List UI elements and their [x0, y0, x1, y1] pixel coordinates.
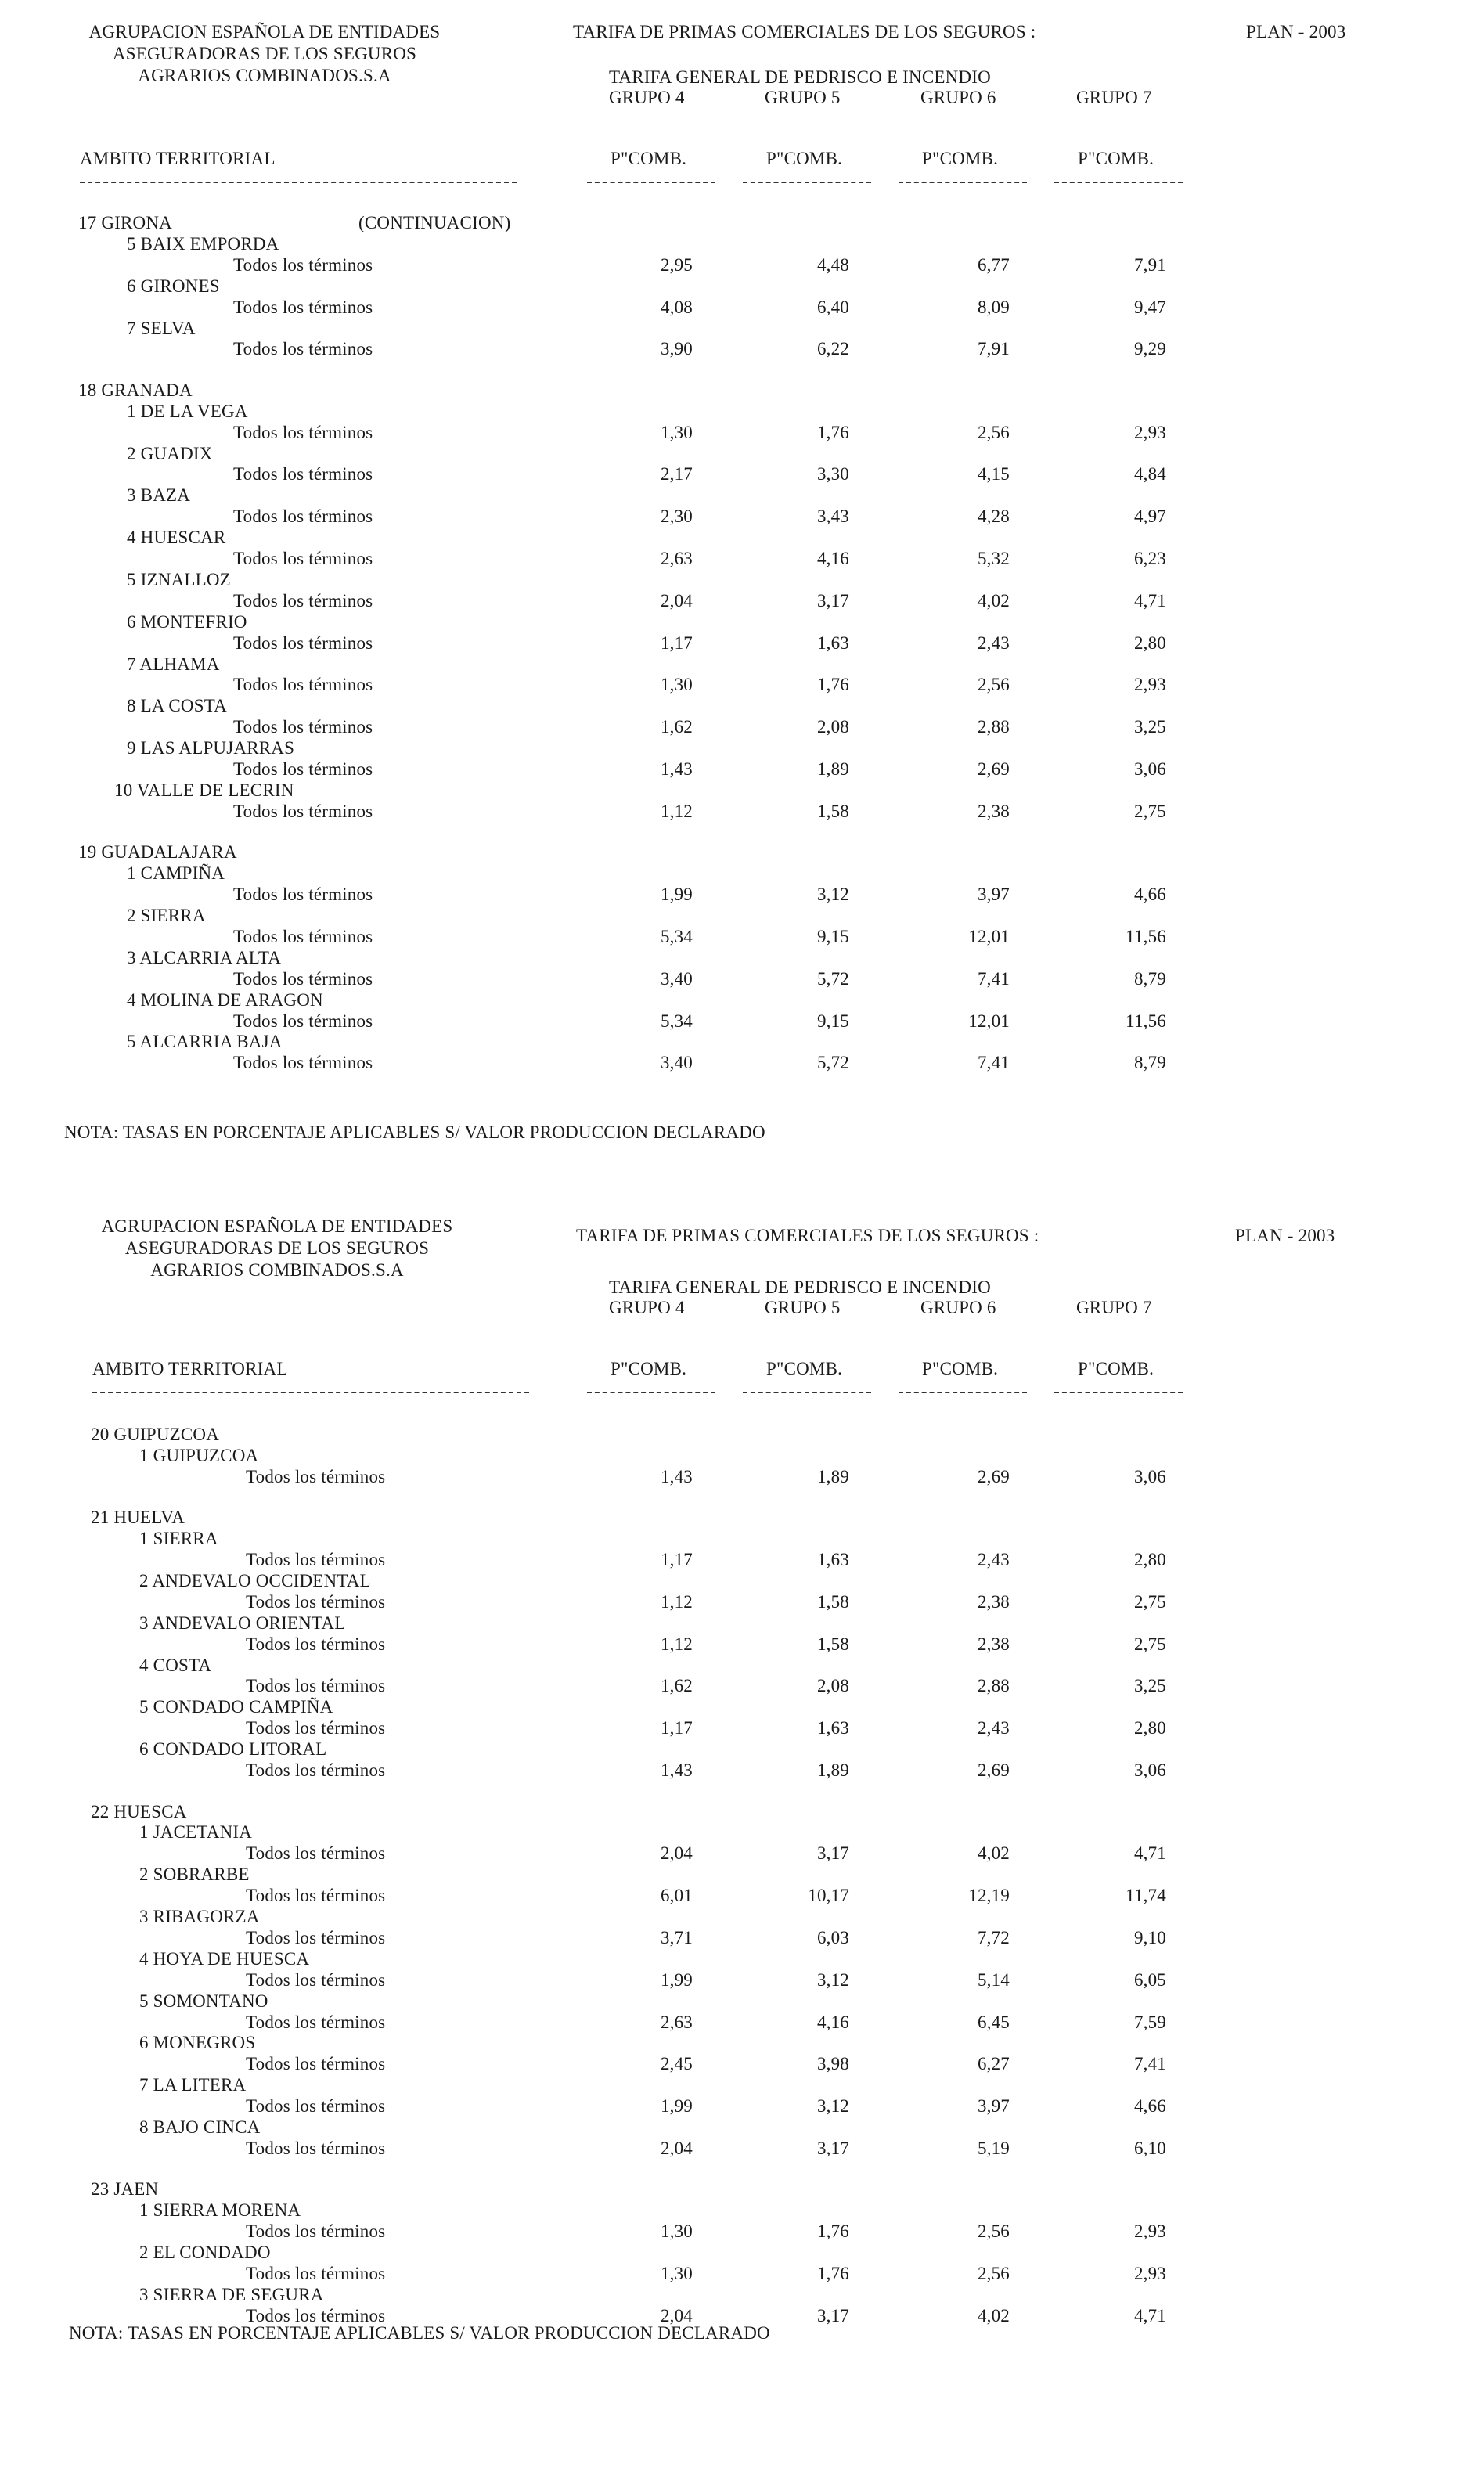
pcomb-header: P"COMB.	[766, 1359, 843, 1378]
terms-label: Todos los términos	[233, 339, 373, 359]
rate-value: 4,28	[977, 506, 1010, 527]
terms-label: Todos los términos	[233, 549, 373, 569]
rate-value: 3,98	[816, 2054, 849, 2074]
rate-value: 1,76	[816, 2221, 849, 2242]
terms-label: Todos los términos	[233, 1053, 373, 1073]
rate-value: 2,08	[816, 717, 849, 737]
comarca-heading: 10 VALLE DE LECRIN	[114, 780, 294, 800]
org-name-line: AGRARIOS COMBINADOS.S.A	[150, 1260, 404, 1280]
rate-value: 1,30	[660, 2221, 693, 2242]
rate-value: 6,03	[816, 1927, 849, 1947]
ambito-underline	[92, 1392, 529, 1393]
rate-value: 2,75	[1133, 1591, 1166, 1612]
rate-value: 6,22	[816, 339, 849, 359]
rate-value: 4,84	[1133, 464, 1166, 485]
rate-value: 3,12	[816, 885, 849, 905]
terms-label: Todos los términos	[246, 1718, 386, 1738]
comarca-heading: 2 ANDEVALO OCCIDENTAL	[139, 1570, 371, 1591]
comarca-heading: 5 IZNALLOZ	[127, 569, 231, 589]
rate-value: 1,58	[816, 801, 849, 821]
rate-value: 2,56	[977, 2221, 1010, 2242]
rate-value: 6,40	[816, 297, 849, 317]
comarca-heading: 1 CAMPIÑA	[127, 863, 225, 884]
terms-label: Todos los términos	[246, 1466, 386, 1486]
terms-label: Todos los términos	[246, 1591, 386, 1612]
comarca-heading: 3 ANDEVALO ORIENTAL	[139, 1612, 346, 1633]
rate-value: 2,80	[1133, 1550, 1166, 1570]
terms-label: Todos los términos	[246, 2138, 386, 2158]
comarca-heading: 3 RIBAGORZA	[139, 1907, 260, 1926]
comarca-heading: 3 SIERRA DE SEGURA	[139, 2284, 324, 2304]
rate-value: 6,23	[1133, 549, 1166, 569]
comarca-heading: 6 MONTEFRIO	[127, 611, 247, 632]
terms-label: Todos los términos	[246, 1760, 386, 1781]
comarca-heading: 7 ALHAMA	[127, 654, 220, 674]
rate-value: 1,63	[816, 632, 849, 653]
rate-value: 1,62	[660, 1676, 693, 1696]
rate-value: 2,69	[977, 1466, 1010, 1486]
rate-value: 2,45	[660, 2054, 693, 2074]
rate-value: 3,06	[1133, 759, 1166, 780]
comarca-heading: 2 SOBRARBE	[139, 1864, 250, 1885]
rate-value: 1,43	[660, 759, 693, 780]
terms-label: Todos los términos	[233, 801, 373, 821]
rate-value: 2,93	[1133, 675, 1166, 695]
rate-value: 1,58	[816, 1591, 849, 1612]
terms-label: Todos los términos	[246, 1886, 386, 1906]
terms-label: Todos los términos	[233, 422, 373, 442]
rate-value: 3,12	[816, 1969, 849, 1990]
terms-label: Todos los términos	[246, 2012, 386, 2032]
rate-value: 3,06	[1133, 1760, 1166, 1781]
rate-value: 2,80	[1133, 632, 1166, 653]
rate-value: 3,17	[816, 2305, 849, 2326]
comarca-heading: 3 ALCARRIA ALTA	[127, 947, 282, 967]
group-header: GRUPO 7	[1076, 1298, 1152, 1317]
rate-value: 4,48	[816, 254, 849, 275]
rate-value: 2,88	[977, 1676, 1010, 1696]
pcomb-underline	[587, 1392, 715, 1393]
terms-label: Todos los términos	[246, 1969, 386, 1990]
ambito-underline	[80, 182, 517, 183]
rate-value: 5,32	[977, 549, 1010, 569]
pcomb-underline	[1054, 182, 1183, 183]
comarca-heading: 8 BAJO CINCA	[139, 2117, 261, 2137]
rate-value: 1,30	[660, 2263, 693, 2283]
pcomb-underline	[743, 1392, 871, 1393]
rate-value: 8,79	[1133, 968, 1166, 989]
rate-value: 5,72	[816, 968, 849, 989]
group-header: GRUPO 7	[1076, 88, 1152, 107]
pcomb-underline	[1054, 1392, 1183, 1393]
rate-value: 4,66	[1133, 885, 1166, 905]
rate-value: 10,17	[808, 1886, 849, 1906]
comarca-heading: 3 BAZA	[127, 485, 191, 506]
terms-label: Todos los términos	[233, 968, 373, 989]
terms-label: Todos los términos	[246, 2221, 386, 2242]
comarca-heading: 7 LA LITERA	[139, 2075, 247, 2095]
rate-value: 9,10	[1133, 1927, 1166, 1947]
terms-label: Todos los términos	[246, 1676, 386, 1696]
rate-value: 1,99	[660, 885, 693, 905]
pcomb-header: P"COMB.	[922, 149, 999, 168]
rate-value: 4,71	[1133, 590, 1166, 611]
comarca-heading: 1 SIERRA MORENA	[139, 2200, 301, 2221]
comarca-heading: 4 MOLINA DE ARAGON	[127, 989, 323, 1010]
plan-label: PLAN - 2003	[1235, 1226, 1335, 1245]
terms-label: Todos los términos	[246, 1927, 386, 1947]
pcomb-underline	[743, 182, 871, 183]
rate-value: 4,02	[977, 1843, 1010, 1864]
comarca-heading: 4 COSTA	[139, 1655, 212, 1675]
rate-value: 4,15	[977, 464, 1010, 485]
rate-value: 8,79	[1133, 1053, 1166, 1073]
org-name-line: AGRARIOS COMBINADOS.S.A	[138, 66, 391, 85]
pcomb-header: P"COMB.	[1078, 1359, 1154, 1378]
plan-label: PLAN - 2003	[1246, 22, 1346, 41]
rate-value: 2,63	[660, 549, 693, 569]
group-header: GRUPO 4	[609, 1298, 685, 1317]
rate-value: 6,27	[977, 2054, 1010, 2074]
pcomb-underline	[899, 1392, 1027, 1393]
terms-label: Todos los términos	[233, 632, 373, 653]
rate-value: 3,40	[660, 968, 693, 989]
rate-value: 1,17	[660, 632, 693, 653]
rate-value: 1,17	[660, 1718, 693, 1738]
rate-value: 4,97	[1133, 506, 1166, 527]
comarca-heading: 2 SIERRA	[127, 906, 206, 925]
rate-value: 2,93	[1133, 2263, 1166, 2283]
rate-value: 12,01	[968, 1011, 1010, 1031]
rate-value: 11,56	[1126, 926, 1166, 946]
pcomb-header: P"COMB.	[922, 1359, 999, 1378]
pcomb-underline	[587, 182, 715, 183]
terms-label: Todos los términos	[233, 254, 373, 275]
comarca-heading: 2 EL CONDADO	[139, 2243, 271, 2263]
group-header: GRUPO 5	[765, 88, 841, 107]
comarca-heading: 5 BAIX EMPORDA	[127, 233, 279, 254]
rate-value: 3,17	[816, 1843, 849, 1864]
rate-value: 3,97	[977, 885, 1010, 905]
rate-value: 5,34	[660, 926, 693, 946]
province-heading: 23 JAEN	[91, 2179, 159, 2200]
rate-value: 2,17	[660, 464, 693, 485]
terms-label: Todos los términos	[233, 675, 373, 695]
terms-label: Todos los términos	[233, 590, 373, 611]
org-name-line: AGRUPACION ESPAÑOLA DE ENTIDADES	[101, 1216, 453, 1236]
rate-value: 1,63	[816, 1718, 849, 1738]
rate-value: 1,89	[816, 759, 849, 780]
rate-value: 7,91	[1133, 254, 1166, 275]
rate-value: 3,43	[816, 506, 849, 527]
rate-value: 4,71	[1133, 2305, 1166, 2326]
province-heading: 21 HUELVA	[91, 1508, 186, 1528]
rate-value: 4,02	[977, 2305, 1010, 2326]
rate-value: 3,06	[1133, 1466, 1166, 1486]
rate-value: 2,63	[660, 2012, 693, 2032]
rate-value: 11,74	[1126, 1886, 1166, 1906]
rate-value: 2,04	[660, 2305, 693, 2326]
org-name-line: ASEGURADORAS DE LOS SEGUROS	[112, 44, 417, 63]
rate-value: 2,43	[977, 1718, 1010, 1738]
rate-value: 1,76	[816, 675, 849, 695]
rate-value: 2,75	[1133, 1634, 1166, 1654]
rate-value: 1,99	[660, 2096, 693, 2117]
ambito-label: AMBITO TERRITORIAL	[92, 1359, 288, 1378]
comarca-heading: 5 CONDADO CAMPIÑA	[139, 1697, 333, 1717]
comarca-heading: 6 CONDADO LITORAL	[139, 1739, 327, 1760]
rate-value: 1,12	[660, 801, 693, 821]
tariff-title: TARIFA DE PRIMAS COMERCIALES DE LOS SEGUROS :	[576, 1226, 1039, 1245]
rate-value: 9,47	[1133, 297, 1166, 317]
comarca-heading: 2 GUADIX	[127, 443, 213, 463]
terms-label: Todos los términos	[246, 2096, 386, 2117]
terms-label: Todos los términos	[233, 885, 373, 905]
rate-value: 12,01	[968, 926, 1010, 946]
org-name-line: ASEGURADORAS DE LOS SEGUROS	[124, 1238, 430, 1258]
rate-value: 6,10	[1133, 2138, 1166, 2158]
rate-value: 5,19	[977, 2138, 1010, 2158]
rate-value: 7,72	[977, 1927, 1010, 1947]
rate-value: 1,99	[660, 1969, 693, 1990]
rate-value: 7,41	[977, 968, 1010, 989]
rate-value: 2,56	[977, 675, 1010, 695]
rate-value: 1,76	[816, 2263, 849, 2283]
comarca-heading: 1 GUIPUZCOA	[139, 1445, 259, 1465]
comarca-heading: 1 DE LA VEGA	[127, 401, 248, 421]
rate-value: 5,72	[816, 1053, 849, 1073]
rate-value: 5,34	[660, 1011, 693, 1031]
ambito-label: AMBITO TERRITORIAL	[80, 149, 276, 168]
rate-value: 2,43	[977, 1550, 1010, 1570]
rate-value: 3,30	[816, 464, 849, 485]
rate-value: 6,45	[977, 2012, 1010, 2032]
pcomb-header: P"COMB.	[1078, 149, 1154, 168]
comarca-heading: 7 SELVA	[127, 318, 196, 338]
tariff-title: TARIFA DE PRIMAS COMERCIALES DE LOS SEGUROS :	[573, 22, 1036, 41]
rate-value: 2,69	[977, 1760, 1010, 1781]
terms-label: Todos los términos	[246, 2054, 386, 2074]
org-name-line: AGRUPACION ESPAÑOLA DE ENTIDADES	[88, 22, 441, 41]
rate-value: 4,66	[1133, 2096, 1166, 2117]
rate-value: 1,63	[816, 1550, 849, 1570]
rate-value: 1,62	[660, 717, 693, 737]
comarca-heading: 1 SIERRA	[139, 1529, 218, 1549]
rate-value: 4,16	[816, 549, 849, 569]
rate-value: 3,17	[816, 590, 849, 611]
rate-value: 1,76	[816, 422, 849, 442]
rate-value: 7,41	[1133, 2054, 1166, 2074]
rate-value: 1,58	[816, 1634, 849, 1654]
rate-value: 7,91	[977, 339, 1010, 359]
rate-value: 3,17	[816, 2138, 849, 2158]
footnote: NOTA: TASAS EN PORCENTAJE APLICABLES S/ VALOR PRODUCCION DECLARADO	[64, 1122, 765, 1142]
terms-label: Todos los términos	[233, 759, 373, 780]
rate-value: 2,93	[1133, 2221, 1166, 2242]
rate-value: 9,29	[1133, 339, 1166, 359]
group-header: GRUPO 6	[920, 88, 996, 107]
terms-label: Todos los términos	[233, 717, 373, 737]
continuation-label: (CONTINUACION)	[358, 213, 511, 232]
rate-value: 1,12	[660, 1634, 693, 1654]
comarca-heading: 9 LAS ALPUJARRAS	[127, 738, 295, 758]
rate-value: 7,41	[977, 1053, 1010, 1073]
terms-label: Todos los términos	[233, 297, 373, 317]
rate-value: 9,15	[816, 1011, 849, 1031]
rate-value: 2,88	[977, 717, 1010, 737]
rate-value: 1,89	[816, 1466, 849, 1486]
comarca-heading: 5 ALCARRIA BAJA	[127, 1032, 283, 1052]
rate-value: 2,04	[660, 590, 693, 611]
terms-label: Todos los términos	[246, 2305, 386, 2326]
rate-value: 9,15	[816, 926, 849, 946]
rate-value: 4,71	[1133, 1843, 1166, 1864]
rate-value: 2,43	[977, 632, 1010, 653]
rate-value: 2,75	[1133, 801, 1166, 821]
terms-label: Todos los términos	[246, 1843, 386, 1864]
terms-label: Todos los términos	[233, 506, 373, 527]
rate-value: 1,89	[816, 1760, 849, 1781]
rate-value: 2,80	[1133, 1718, 1166, 1738]
rate-value: 4,02	[977, 590, 1010, 611]
rate-value: 1,43	[660, 1760, 693, 1781]
rate-value: 2,38	[977, 1591, 1010, 1612]
terms-label: Todos los términos	[233, 464, 373, 485]
rate-value: 2,04	[660, 1843, 693, 1864]
terms-label: Todos los términos	[246, 1634, 386, 1654]
rate-value: 5,14	[977, 1969, 1010, 1990]
rate-value: 2,08	[816, 1676, 849, 1696]
rate-value: 6,05	[1133, 1969, 1166, 1990]
comarca-heading: 5 SOMONTANO	[139, 1991, 268, 2011]
tariff-subtitle: TARIFA GENERAL DE PEDRISCO E INCENDIO	[609, 67, 991, 87]
rate-value: 3,90	[660, 339, 693, 359]
footnote: NOTA: TASAS EN PORCENTAJE APLICABLES S/ VALOR PRODUCCION DECLARADO	[69, 2323, 770, 2343]
terms-label: Todos los términos	[233, 926, 373, 946]
province-heading: 17 GIRONA	[78, 213, 172, 232]
rate-value: 7,59	[1133, 2012, 1166, 2032]
rate-value: 2,38	[977, 1634, 1010, 1654]
rate-value: 1,30	[660, 422, 693, 442]
comarca-heading: 4 HOYA DE HUESCA	[139, 1948, 310, 1969]
rate-value: 2,56	[977, 422, 1010, 442]
comarca-heading: 8 LA COSTA	[127, 696, 227, 716]
terms-label: Todos los términos	[233, 1011, 373, 1031]
group-header: GRUPO 6	[920, 1298, 996, 1317]
province-heading: 22 HUESCA	[91, 1801, 187, 1821]
pcomb-header: P"COMB.	[611, 1359, 687, 1378]
rate-value: 6,01	[660, 1886, 693, 1906]
rate-value: 3,25	[1133, 717, 1166, 737]
group-header: GRUPO 5	[765, 1298, 841, 1317]
rate-value: 6,77	[977, 254, 1010, 275]
rate-value: 12,19	[968, 1886, 1010, 1906]
group-header: GRUPO 4	[609, 88, 685, 107]
rate-value: 2,30	[660, 506, 693, 527]
comarca-heading: 1 JACETANIA	[139, 1822, 253, 1843]
pcomb-header: P"COMB.	[766, 149, 843, 168]
rate-value: 3,25	[1133, 1676, 1166, 1696]
rate-value: 3,97	[977, 2096, 1010, 2117]
terms-label: Todos los términos	[246, 1550, 386, 1570]
rate-value: 2,95	[660, 254, 693, 275]
rate-value: 1,43	[660, 1466, 693, 1486]
rate-value: 3,71	[660, 1927, 693, 1947]
rate-value: 2,38	[977, 801, 1010, 821]
rate-value: 1,12	[660, 1591, 693, 1612]
terms-label: Todos los términos	[246, 2263, 386, 2283]
comarca-heading: 6 MONEGROS	[139, 2033, 256, 2053]
comarca-heading: 6 GIRONES	[127, 276, 220, 296]
comarca-heading: 4 HUESCAR	[127, 528, 226, 548]
rate-value: 11,56	[1126, 1011, 1166, 1031]
tariff-subtitle: TARIFA GENERAL DE PEDRISCO E INCENDIO	[609, 1277, 991, 1297]
rate-value: 8,09	[977, 297, 1010, 317]
pcomb-underline	[899, 182, 1027, 183]
rate-value: 2,04	[660, 2138, 693, 2158]
rate-value: 4,16	[816, 2012, 849, 2032]
rate-value: 2,93	[1133, 422, 1166, 442]
rate-value: 3,40	[660, 1053, 693, 1073]
pcomb-header: P"COMB.	[611, 149, 687, 168]
rate-value: 3,12	[816, 2096, 849, 2117]
province-heading: 18 GRANADA	[78, 380, 193, 400]
rate-value: 2,69	[977, 759, 1010, 780]
rate-value: 1,30	[660, 675, 693, 695]
province-heading: 20 GUIPUZCOA	[91, 1425, 220, 1444]
province-heading: 19 GUADALAJARA	[78, 842, 237, 863]
rate-value: 2,56	[977, 2263, 1010, 2283]
rate-value: 1,17	[660, 1550, 693, 1570]
rate-value: 4,08	[660, 297, 693, 317]
